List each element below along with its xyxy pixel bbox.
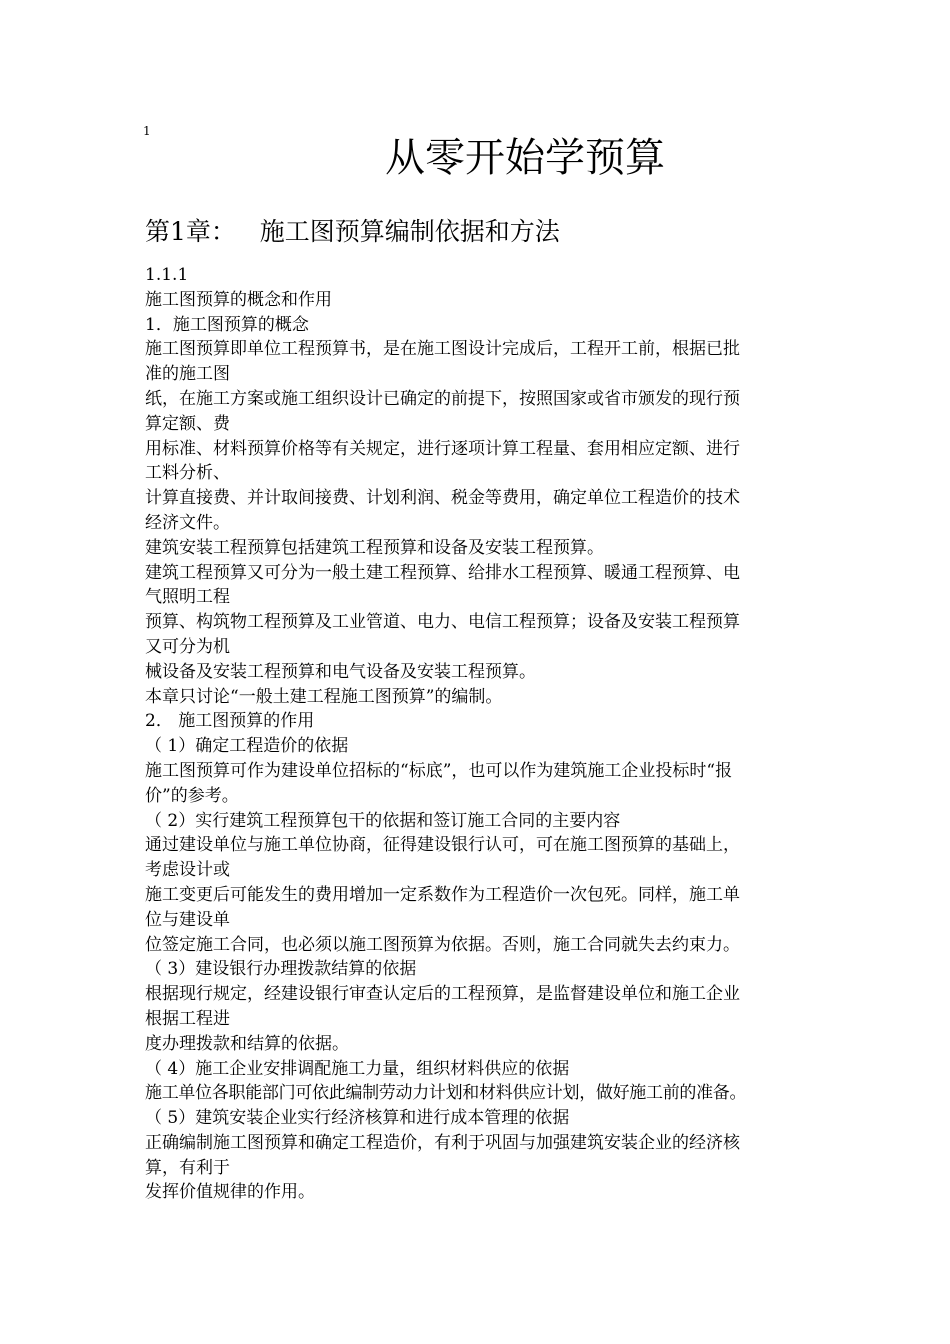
- text-line: 发挥价值规律的作用。: [145, 1182, 315, 1203]
- text-line: 预算、构筑物工程预算及工业管道、电力、电信工程预算；设备及安装工程预算: [145, 612, 740, 633]
- text-line: 用标准、材料预算价格等有关规定，进行逐项计算工程量、套用相应定额、进行: [145, 438, 740, 459]
- text-line: （ 2）实行建筑工程预算包干的依据和签订施工合同的主要内容: [145, 810, 621, 831]
- text-line: 价”的参考。: [145, 785, 239, 806]
- text-line: （ 5）建筑安装企业实行经济核算和进行成本管理的依据: [145, 1108, 570, 1129]
- text-line: 施工图预算可作为建设单位招标的“标底”，也可以作为建筑施工企业投标时“报: [145, 760, 733, 781]
- text-line: 度办理拨款和结算的依据。: [145, 1033, 349, 1054]
- text-line: 又可分为机: [145, 636, 230, 657]
- text-line: 建筑工程预算又可分为一般土建工程预算、给排水工程预算、暖通工程预算、电: [145, 562, 740, 583]
- text-line: 位与建设单: [145, 909, 230, 930]
- text-line: 1．施工图预算的概念: [145, 314, 309, 335]
- text-line: 准的施工图: [145, 364, 230, 385]
- text-line: 施工变更后可能发生的费用增加一定系数作为工程造价一次包死。同样，施工单: [145, 884, 740, 905]
- text-line: 工料分析、: [145, 463, 230, 484]
- text-line: 本章只讨论“一般土建工程施工图预算”的编制。: [145, 686, 503, 707]
- text-line: 施工单位各职能部门可依此编制劳动力计划和材料供应计划，做好施工前的准备。: [145, 1083, 747, 1104]
- text-line: 纸，在施工方案或施工组织设计已确定的前提下，按照国家或省市颁发的现行预: [145, 388, 740, 409]
- text-line: 施工图预算即单位工程预算书，是在施工图设计完成后，工程开工前，根据已批: [145, 339, 740, 360]
- text-line: （ 3）建设银行办理拨款结算的依据: [145, 959, 417, 980]
- text-line: 计算直接费、并计取间接费、计划利润、税金等费用，确定单位工程造价的技术: [145, 488, 740, 509]
- body-text: [145, 263, 825, 1205]
- page-number: 1: [143, 124, 151, 138]
- text-line: 经济文件。: [145, 512, 230, 533]
- text-line: 算定额、费: [145, 413, 230, 434]
- text-line: 根据工程进: [145, 1008, 230, 1029]
- chapter-heading: 第1章： 施工图预算编制依据和方法: [145, 217, 560, 246]
- text-line: 施工图预算的概念和作用: [145, 289, 332, 310]
- text-line: 通过建设单位与施工单位协商，征得建设银行认可，可在施工图预算的基础上，: [145, 835, 740, 856]
- text-line: 算，有利于: [145, 1157, 230, 1178]
- document-title: 从零开始学预算: [385, 135, 665, 181]
- text-line: 械设备及安装工程预算和电气设备及安装工程预算。: [145, 661, 536, 682]
- text-line: 建筑安装工程预算包括建筑工程预算和设备及安装工程预算。: [145, 537, 604, 558]
- text-line: 根据现行规定，经建设银行审查认定后的工程预算，是监督建设单位和施工企业: [145, 984, 740, 1005]
- text-line: 位签定施工合同，也必须以施工图预算为依据。否则，施工合同就失去约束力。: [145, 934, 740, 955]
- text-line: 1.1.1: [145, 265, 189, 285]
- text-line: 气照明工程: [145, 587, 230, 608]
- text-line: 考虑设计或: [145, 860, 230, 881]
- text-line: （ 4）施工企业安排调配施工力量，组织材料供应的依据: [145, 1058, 570, 1079]
- text-line: 正确编制施工图预算和确定工程造价，有利于巩固与加强建筑安装企业的经济核: [145, 1132, 740, 1153]
- text-line: （ 1）确定工程造价的依据: [145, 736, 349, 757]
- text-line: 2． 施工图预算的作用: [145, 711, 315, 732]
